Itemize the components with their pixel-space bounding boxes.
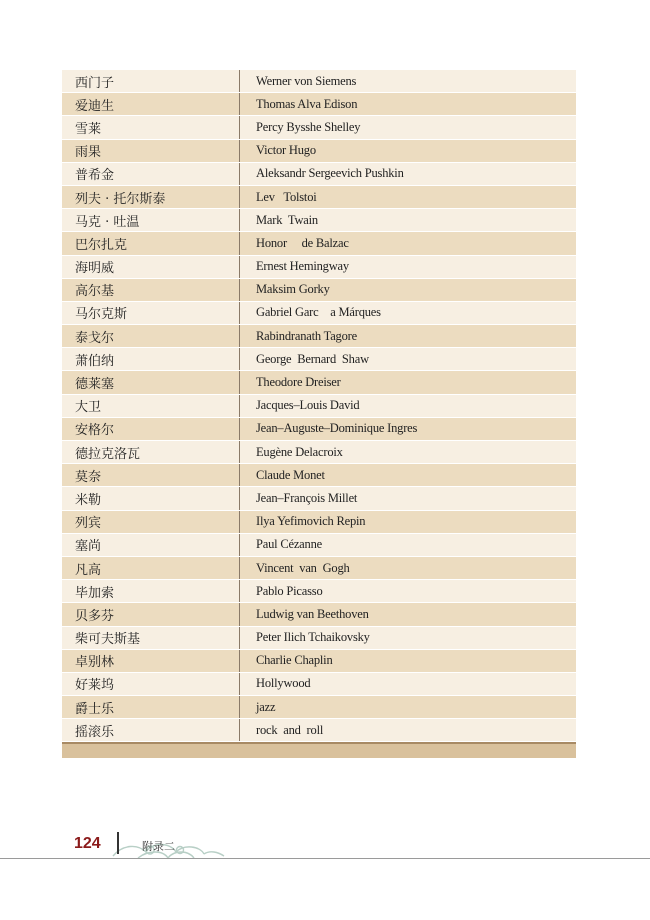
english-name-cell: Gabriel Garc a Márques bbox=[256, 305, 381, 320]
chinese-name-cell: 列夫 · 托尔斯泰 bbox=[62, 186, 240, 208]
english-name-cell: George Bernard Shaw bbox=[256, 351, 369, 366]
english-name-cell: Ernest Hemingway bbox=[256, 259, 349, 274]
chinese-name-cell: 大卫 bbox=[62, 395, 240, 417]
chinese-name-cell: 雪莱 bbox=[62, 116, 240, 138]
table-row bbox=[62, 232, 576, 255]
table-row bbox=[62, 719, 576, 742]
table-row bbox=[62, 116, 576, 139]
chinese-name-cell: 西门子 bbox=[62, 70, 240, 92]
english-name-cell: Peter Ilich Tchaikovsky bbox=[256, 630, 370, 645]
table-row bbox=[62, 256, 576, 279]
chinese-name-cell: 爱迪生 bbox=[62, 93, 240, 115]
table-row bbox=[62, 371, 576, 394]
table-row bbox=[62, 696, 576, 719]
table-row bbox=[62, 557, 576, 580]
english-name-cell: Victor Hugo bbox=[256, 143, 316, 158]
table-row bbox=[62, 627, 576, 650]
chinese-name-cell: 卓别林 bbox=[62, 650, 240, 672]
table-row bbox=[62, 140, 576, 163]
chinese-name-cell: 雨果 bbox=[62, 140, 240, 162]
english-name-cell: Hollywood bbox=[256, 676, 311, 691]
table-row bbox=[62, 673, 576, 696]
chinese-name-cell: 凡高 bbox=[62, 557, 240, 579]
table-row bbox=[62, 603, 576, 626]
english-name-cell: Honor de Balzac bbox=[256, 235, 349, 250]
table-body bbox=[62, 70, 576, 742]
chinese-name-cell: 毕加索 bbox=[62, 580, 240, 602]
english-name-cell: Vincent van Gogh bbox=[256, 560, 350, 575]
english-name-cell: Pablo Picasso bbox=[256, 583, 323, 598]
page-number: 124 bbox=[74, 835, 101, 852]
chinese-name-cell: 安格尔 bbox=[62, 418, 240, 440]
english-name-cell: Mark Twain bbox=[256, 212, 318, 227]
english-name-cell: Werner von Siemens bbox=[256, 73, 357, 88]
chinese-name-cell: 摇滚乐 bbox=[62, 719, 240, 741]
chinese-name-cell: 爵士乐 bbox=[62, 696, 240, 718]
name-glossary-table bbox=[62, 70, 576, 758]
table-row bbox=[62, 325, 576, 348]
table-row bbox=[62, 348, 576, 371]
table-row bbox=[62, 487, 576, 510]
table-row bbox=[62, 511, 576, 534]
chinese-name-cell: 普希金 bbox=[62, 163, 240, 185]
english-name-cell: Paul Cézanne bbox=[256, 537, 322, 552]
chinese-name-cell: 萧伯纳 bbox=[62, 348, 240, 370]
english-name-cell: Claude Monet bbox=[256, 467, 325, 482]
english-name-cell: Percy Bysshe Shelley bbox=[256, 119, 361, 134]
chinese-name-cell: 马克 · 吐温 bbox=[62, 209, 240, 231]
english-name-cell: rock and roll bbox=[256, 722, 324, 737]
english-name-cell: Jean–François Millet bbox=[256, 490, 358, 505]
footer-rule bbox=[0, 858, 650, 859]
chinese-name-cell: 德拉克洛瓦 bbox=[62, 441, 240, 463]
table-row bbox=[62, 534, 576, 557]
english-name-cell: Ilya Yefimovich Repin bbox=[256, 514, 366, 529]
english-name-cell: Thomas Alva Edison bbox=[256, 96, 358, 111]
chinese-name-cell: 海明威 bbox=[62, 256, 240, 278]
footer-divider bbox=[117, 832, 119, 854]
chinese-name-cell: 德莱塞 bbox=[62, 371, 240, 393]
footer-section-title: 附录二 bbox=[142, 840, 175, 853]
chinese-name-cell: 马尔克斯 bbox=[62, 302, 240, 324]
english-name-cell: Ludwig van Beethoven bbox=[256, 606, 369, 621]
english-name-cell: Charlie Chaplin bbox=[256, 653, 333, 668]
chinese-name-cell: 巴尔扎克 bbox=[62, 232, 240, 254]
chinese-name-cell: 泰戈尔 bbox=[62, 325, 240, 347]
english-name-cell: Maksim Gorky bbox=[256, 282, 330, 297]
table-row bbox=[62, 186, 576, 209]
chinese-name-cell: 米勒 bbox=[62, 487, 240, 509]
chinese-name-cell: 塞尚 bbox=[62, 534, 240, 556]
english-name-cell: Lev Tolstoi bbox=[256, 189, 317, 204]
table-row bbox=[62, 209, 576, 232]
english-name-cell: Aleksandr Sergeevich Pushkin bbox=[256, 166, 404, 181]
table-row bbox=[62, 580, 576, 603]
chinese-name-cell: 柴可夫斯基 bbox=[62, 627, 240, 649]
english-name-cell: Jacques–Louis David bbox=[256, 398, 360, 413]
table-row bbox=[62, 418, 576, 441]
chinese-name-cell: 贝多芬 bbox=[62, 603, 240, 625]
table-row bbox=[62, 650, 576, 673]
chinese-name-cell: 莫奈 bbox=[62, 464, 240, 486]
table-row bbox=[62, 93, 576, 116]
table-row bbox=[62, 163, 576, 186]
table-row bbox=[62, 395, 576, 418]
english-name-cell: jazz bbox=[256, 699, 276, 714]
table-row bbox=[62, 70, 576, 93]
table-row bbox=[62, 279, 576, 302]
table-row bbox=[62, 441, 576, 464]
chinese-name-cell: 列宾 bbox=[62, 511, 240, 533]
table-bottom-bar bbox=[62, 742, 576, 758]
table-row bbox=[62, 302, 576, 325]
english-name-cell: Rabindranath Tagore bbox=[256, 328, 357, 343]
english-name-cell: Jean–Auguste–Dominique Ingres bbox=[256, 421, 418, 436]
table-row bbox=[62, 464, 576, 487]
chinese-name-cell: 高尔基 bbox=[62, 279, 240, 301]
english-name-cell: Eugène Delacroix bbox=[256, 444, 343, 459]
english-name-cell: Theodore Dreiser bbox=[256, 375, 341, 390]
chinese-name-cell: 好莱坞 bbox=[62, 673, 240, 695]
